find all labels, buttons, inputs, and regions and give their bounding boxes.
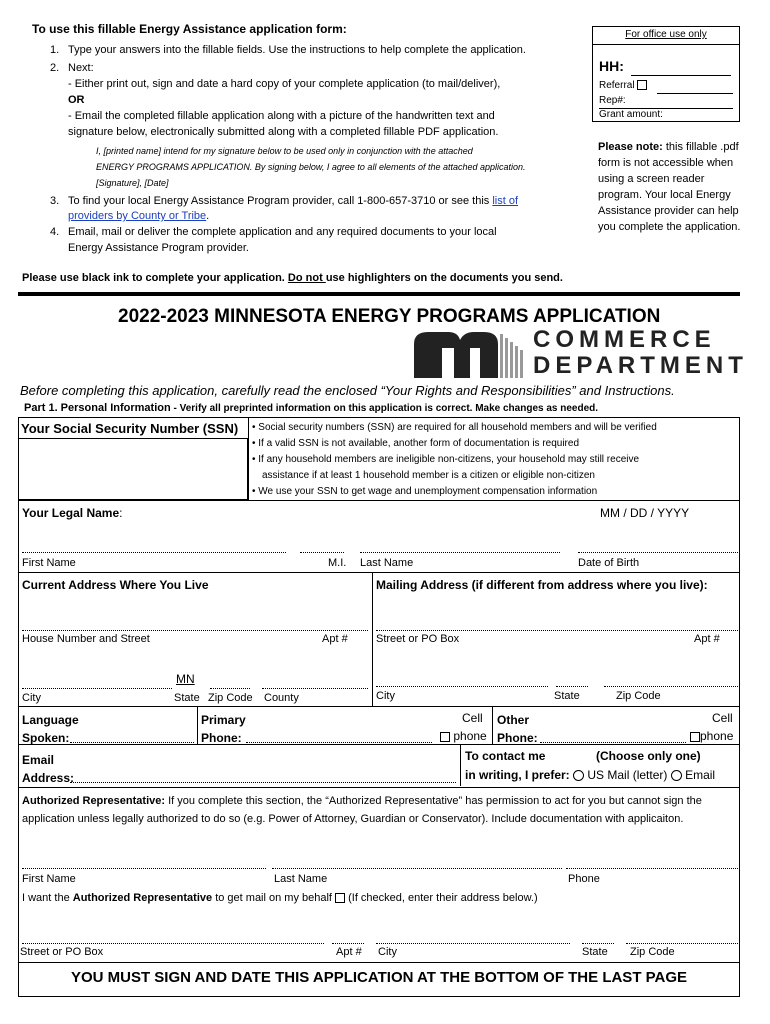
form-frame — [18, 417, 740, 997]
rep-apt-field[interactable] — [332, 943, 364, 944]
mailing-state-label: State — [554, 690, 580, 702]
referral-field: Referral — [599, 80, 647, 91]
rep-last-name-field[interactable] — [272, 868, 562, 869]
ssn-bullets: • Social security numbers (SSN) are required for all household members and will be verified • If a valid SSN is not available, another form of documentation is required • If any household members are ineligible non-citizens, your household may still receive assistance if at least 1 household member is a citizen or eligible non-citizen • We use your SSN to get wage and unemployment compensation information — [252, 422, 657, 497]
last-name-label: Last Name — [360, 557, 414, 569]
email-radio[interactable] — [671, 770, 682, 781]
mn-logo — [414, 330, 524, 378]
grant-amount-label: Grant amount: — [599, 109, 663, 120]
mi-label: M.I. — [328, 557, 347, 569]
primary-phone-field[interactable] — [246, 742, 432, 743]
mailing-zip-label: Zip Code — [616, 690, 661, 702]
rep-mail-checkbox[interactable] — [335, 893, 345, 903]
rep-first-name-field[interactable] — [22, 868, 266, 869]
first-name-label: First Name — [22, 557, 76, 569]
last-name-field[interactable] — [360, 552, 560, 553]
instructions-heading: To use this fillable Energy Assistance application form: — [32, 22, 347, 36]
primary-cell-option: phone — [440, 729, 487, 743]
county-label: County — [264, 692, 299, 704]
rep-street-field[interactable] — [22, 943, 324, 944]
date-of-birth-field[interactable] — [578, 552, 738, 553]
intro-text: Before completing this application, carefully read the enclosed “Your Rights and Responsibilities” and Instructions. — [20, 383, 675, 398]
rep-last-name-label: Last Name — [274, 873, 328, 885]
ink-notice: Please use black ink to complete your application. Do not use highlighters on the documents you send. — [22, 272, 563, 284]
rep-phone-field[interactable] — [566, 868, 738, 869]
contact-preference: in writing, I prefer: US Mail (letter) Email — [465, 768, 716, 782]
apt-label: Apt # — [322, 633, 348, 645]
city-label: City — [22, 692, 41, 704]
state-label: State — [174, 692, 200, 704]
other-cell-label: Cell — [712, 711, 733, 725]
page-title: 2022-2023 MINNESOTA ENERGY PROGRAMS APPLICATION — [118, 306, 661, 327]
current-address-label: Current Address Where You Live — [22, 578, 209, 592]
language-field[interactable] — [70, 742, 194, 743]
contact-me-label: To contact me — [465, 749, 546, 763]
mailing-city-label: City — [376, 690, 395, 702]
rep-zip-field[interactable] — [626, 943, 738, 944]
state-value: MN — [176, 672, 195, 686]
county-field[interactable] — [262, 688, 368, 689]
rep-street-label: Street or PO Box — [20, 946, 104, 958]
city-field[interactable] — [22, 688, 172, 689]
rep-city-field[interactable] — [376, 943, 570, 944]
rep-phone-label: Phone — [568, 873, 600, 885]
mailing-zip-field[interactable] — [604, 686, 738, 687]
rep-first-name-label: First Name — [22, 873, 76, 885]
signature-statement: I, [printed name] intend for my signature below to be used only in conjunction with the attached ENERGY PROGRAMS APPLICATION. By signing below, I agree to all elements of the attached application. [Signature], [Date] — [96, 146, 526, 188]
email-label: Email Address: — [22, 753, 75, 785]
zip-label: Zip Code — [208, 692, 253, 704]
rep-mail-option: I want the Authorized Representative to get mail on my behalf (If checked, enter their address below.) — [22, 892, 538, 904]
rep-state-field[interactable] — [582, 943, 614, 944]
section-rule — [18, 292, 740, 296]
primary-cell-label: Cell — [462, 711, 483, 725]
accessibility-note: Please note: this fillable .pdf form is not accessible when using a screen reader program. Your local Energy Assistance provider can help you complete the application. — [598, 141, 741, 233]
other-phone-field[interactable] — [540, 742, 686, 743]
office-use-title: For office use only — [625, 29, 707, 40]
rep-city-label: City — [378, 946, 397, 958]
other-cell-option: phone — [690, 729, 733, 743]
language-label: Language Spoken: — [22, 713, 79, 745]
mailing-street-label: Street or PO Box — [376, 633, 460, 645]
primary-phone-label: Primary Phone: — [201, 713, 246, 745]
sign-reminder: YOU MUST SIGN AND DATE THIS APPLICATION AT THE BOTTOM OF THE LAST PAGE — [70, 969, 688, 986]
dob-label: Date of Birth — [578, 557, 640, 569]
rep-zip-label: Zip Code — [630, 946, 675, 958]
middle-initial-field[interactable] — [300, 552, 344, 553]
us-mail-radio[interactable] — [573, 770, 584, 781]
mailing-street-field[interactable] — [376, 630, 738, 631]
first-name-field[interactable] — [22, 552, 286, 553]
house-street-field[interactable] — [22, 630, 368, 631]
mailing-state-field[interactable] — [556, 686, 588, 687]
primary-cell-checkbox[interactable] — [440, 732, 450, 742]
house-street-label: House Number and Street — [22, 633, 150, 645]
part1-header: Part 1. Personal Information - Verify all preprinted information on this application is correct. Make changes as needed. — [24, 402, 599, 414]
commerce-department-logotype: COMMERCE DEPARTMENT — [533, 326, 748, 379]
mailing-apt-label: Apt # — [694, 633, 720, 645]
ssn-input[interactable] — [18, 438, 248, 500]
providers-link[interactable]: list of — [492, 195, 519, 207]
mailing-city-field[interactable] — [376, 686, 548, 687]
providers-link-cont[interactable]: providers by County or Tribe — [68, 210, 207, 222]
rep-number-label: Rep#: — [599, 95, 626, 106]
other-phone-label: Other Phone: — [497, 713, 538, 745]
authorized-rep-text: Authorized Representative: If you complete this section, the “Authorized Representative” has permission to act for you but cannot sign the application unless legally authorized to do so (e.g. Power of Attorney, Guardian or Conservator). Include documentation with applicaiton. — [22, 795, 702, 825]
choose-one-label: (Choose only one) — [596, 749, 701, 763]
other-cell-checkbox[interactable] — [690, 732, 700, 742]
referral-checkbox[interactable] — [637, 80, 647, 90]
rep-apt-label: Apt # — [336, 946, 362, 958]
email-field[interactable] — [70, 782, 456, 783]
hh-label: HH: — [599, 58, 624, 74]
office-use-box — [592, 26, 740, 122]
ssn-label: Your Social Security Number (SSN) — [21, 421, 239, 436]
mailing-address-label: Mailing Address (if different from address where you live): — [376, 578, 708, 592]
date-format-hint: MM / DD / YYYY — [600, 506, 690, 520]
rep-state-label: State — [582, 946, 608, 958]
zip-field[interactable] — [210, 688, 250, 689]
legal-name-label: Your Legal Name: — [22, 506, 123, 520]
